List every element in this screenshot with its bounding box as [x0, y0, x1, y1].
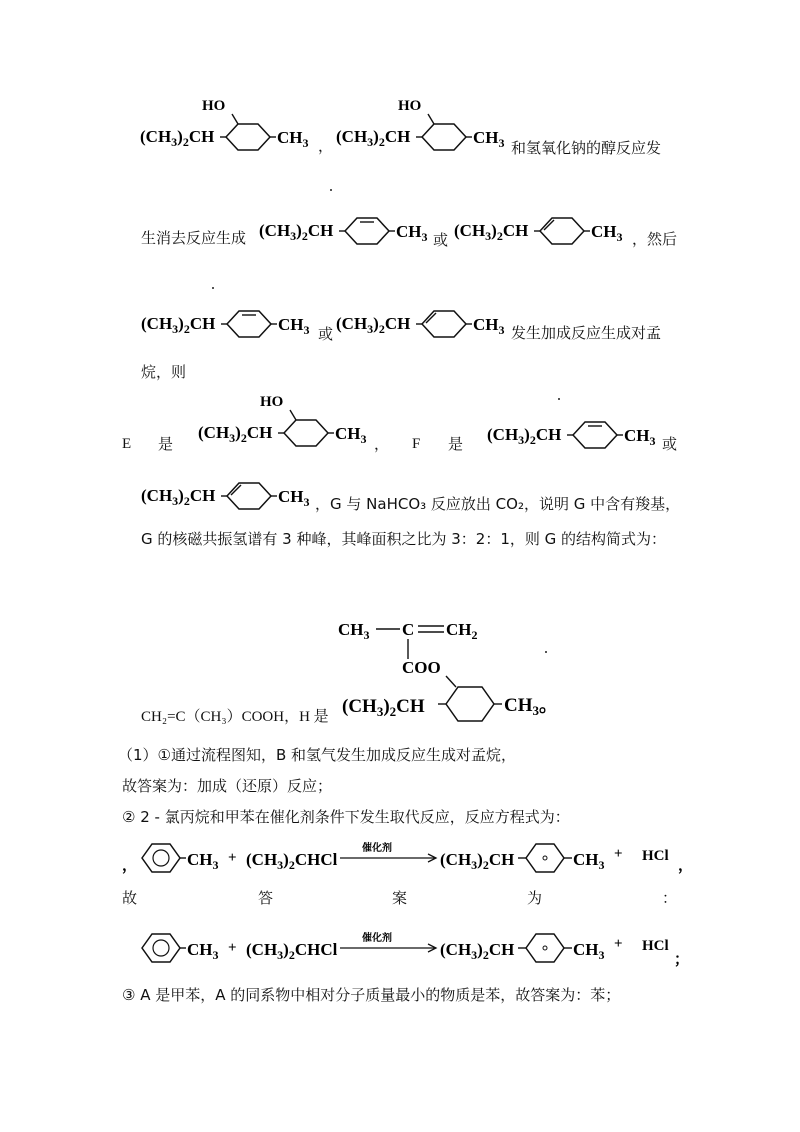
comma-2: ，: [374, 435, 390, 453]
structure-alkene-3: [141, 303, 321, 345]
structure-f-2: [141, 475, 321, 517]
svg-text:(CH3)2CH: $(CH_3)_2CH$: [141, 314, 216, 336]
svg-text:CH3。: $CH_3$。: [504, 695, 559, 718]
or-1: 或: [433, 231, 449, 249]
svg-text:(CH3)2CHCl: $(CH_3)_2CHCl$: [246, 850, 338, 872]
isopropyl-label: $(CH_3)_2CH$: [140, 127, 215, 149]
label-f: F: [412, 436, 421, 452]
line1-text: 和氢氧化钠的醇反应发: [511, 139, 662, 157]
line3-text: 发生加成反应生成对孟: [511, 324, 662, 342]
svg-text:，: ，: [678, 858, 694, 874]
svg-text:(CH3)2CH: $(CH_3)_2CH$: [454, 221, 529, 243]
or-2: 或: [318, 325, 334, 343]
svg-text:(CH3)2CH: $(CH_3)_2CH$: [440, 940, 515, 962]
structure-alkene-4: [336, 303, 516, 345]
svg-text:CH3: $CH_3$: [591, 222, 623, 244]
line2-text-a: 生消去反应生成: [141, 229, 247, 247]
svg-text:+: +: [614, 936, 623, 952]
item2-text: ② 2 - 氯丙烷和甲苯在催化剂条件下发生取代反应，反应方程式为：: [122, 808, 570, 826]
svg-text:CH3: $CH_3$: [278, 487, 310, 509]
svg-text:HCl: HCl: [642, 938, 669, 954]
svg-text:+: +: [228, 940, 237, 956]
item3-text: ③ A 是甲苯，A 的同系物中相对分子质量最小的物质是苯，故答案为：苯；: [122, 986, 621, 1004]
svg-text:HO: HO: [260, 394, 284, 410]
ho-label: HO: [202, 98, 226, 114]
or-3: 或: [662, 435, 678, 453]
svg-text:催化剂: 催化剂: [362, 843, 392, 854]
reaction-equation-2: [122, 926, 692, 970]
line6-text: ，G 与 NaHCO₃ 反应放出 CO₂，说明 G 中含有羧基，: [315, 495, 681, 513]
svg-text:CH3: $CH_3$: [187, 850, 219, 872]
svg-text:CH3: $CH_3$: [335, 424, 367, 446]
structure-e: [198, 392, 378, 454]
svg-text:CH3: $CH_3$: [277, 128, 309, 150]
reaction-equation-1: [122, 836, 692, 880]
svg-text:(CH3)2CH: $(CH_3)_2CH$: [342, 696, 425, 719]
line7-text: G 的核磁共振氢谱有 3 种峰，其峰面积之比为 3：2：1，则 G 的结构简式为：: [141, 530, 667, 548]
structure-alkene-2: [454, 210, 634, 252]
svg-text:HO: HO: [398, 98, 422, 114]
svg-text:CH3: $CH_3$: [338, 620, 370, 642]
structure-f-1: [487, 414, 667, 456]
svg-text:CH3: $CH_3$: [473, 128, 505, 150]
svg-text:；: ；: [674, 952, 690, 968]
item1-answer: 故答案为：加成（还原）反应；: [122, 777, 333, 795]
svg-text:CH3: $CH_3$: [473, 315, 505, 337]
svg-text:COO: COO: [402, 658, 441, 677]
structure-e-alcohol-1: [140, 96, 320, 158]
svg-text:，: ，: [122, 858, 138, 874]
structure-h: [338, 615, 578, 725]
svg-text:CH2: $CH_2$: [446, 620, 478, 642]
svg-text:CH3: $CH_3$: [278, 315, 310, 337]
answer-c5: ：: [662, 889, 678, 907]
svg-text:CH3: $CH_3$: [187, 940, 219, 962]
answer-c4: 为: [527, 889, 543, 907]
svg-text:(CH3)2CH: $(CH_3)_2CH$: [141, 486, 216, 508]
is-1: 是: [158, 435, 174, 453]
svg-text:CH3: $CH_3$: [624, 426, 656, 448]
svg-text:C: C: [402, 620, 415, 639]
svg-text:+: +: [614, 846, 623, 862]
svg-text:(CH3)2CHCl: $(CH_3)_2CHCl$: [246, 940, 338, 962]
svg-text:(CH3)2CH: $(CH_3)_2CH$: [487, 425, 562, 447]
svg-text:(CH3)2CH: $(CH_3)_2CH$: [440, 850, 515, 872]
comma-1: ，: [318, 137, 334, 155]
svg-text:(CH3)2CH: $(CH_3)_2CH$: [259, 221, 334, 243]
svg-text:CH3: $CH_3$: [573, 850, 605, 872]
svg-text:CH3: $CH_3$: [573, 940, 605, 962]
svg-text:(CH3)2CH: $(CH_3)_2CH$: [198, 423, 273, 445]
line2-text-b: ，然后: [632, 230, 678, 248]
svg-text:(CH3)2CH: $(CH_3)_2CH$: [336, 127, 411, 149]
structure-e-alcohol-2: [336, 96, 516, 158]
svg-text:+: +: [228, 850, 237, 866]
item1-text: （1）①通过流程图知，B 和氢气发生加成反应生成对孟烷，: [118, 746, 517, 764]
is-2: 是: [448, 435, 464, 453]
svg-text:催化剂: 催化剂: [362, 933, 392, 944]
structure-alkene-1: [259, 210, 439, 252]
answer-c3: 案: [392, 889, 408, 907]
answer-c2: 答: [258, 889, 274, 907]
label-e: E: [122, 436, 132, 452]
svg-text:HCl: HCl: [642, 848, 669, 864]
answer-c1: 故: [122, 889, 138, 907]
line4-text: 烷，则: [141, 363, 187, 381]
line8-text: CH₂=C（CH₃）COOH，H 是: [141, 709, 329, 725]
svg-text:(CH3)2CH: $(CH_3)_2CH$: [336, 314, 411, 336]
svg-text:CH3: $CH_3$: [396, 222, 428, 244]
